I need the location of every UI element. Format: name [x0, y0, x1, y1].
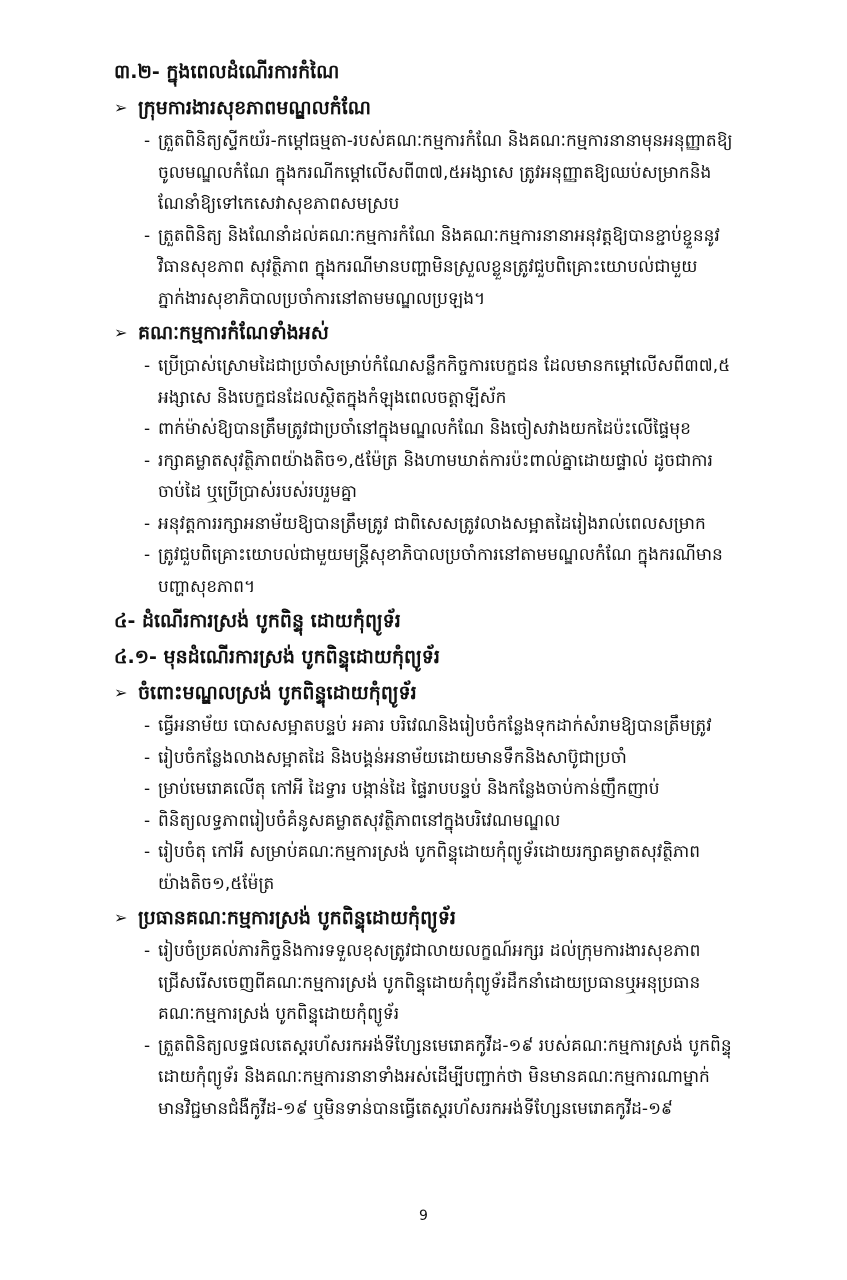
- list-item-line: អង្សាសេ និងបេក្ខជនដែលស្ថិតក្នុងកំឡុងពេលចត្តាឡីស័ក: [158, 387, 507, 408]
- list-item-line: ពាក់ម៉ាស់ឱ្យបានត្រឹមត្រូវជាប្រចាំនៅក្នុងមណ្ឌលកំណែ និងចៀសវាងយកដៃប៉ះលើផ្ទៃមុខ: [158, 419, 691, 439]
- dash-bullet-icon: -: [144, 356, 151, 376]
- list-item: [114, 221, 804, 316]
- subsection-heading: [114, 90, 804, 126]
- list-item-line: ត្រូវជួបពិគ្រោះយោបល់ជាមួយមន្ត្រីសុខាភិបាលប្រចាំការនៅតាមមណ្ឌលកំណែ ក្នុងករណីមាន: [158, 545, 723, 565]
- list-item: [114, 126, 804, 221]
- list-item: [114, 414, 804, 446]
- list-item-line: ភ្នាក់ងារសុខាភិបាលប្រចាំការនៅតាមមណ្ឌលប្រឡង។: [158, 288, 486, 309]
- dash-bullet-icon: -: [144, 225, 151, 246]
- dash-bullet-icon: -: [144, 419, 151, 439]
- list-item: [114, 540, 804, 603]
- list-item-line: ពិនិត្យលទ្ធភាពរៀបចំគំនូសគម្លាតសុវត្ថិភាពនៅក្នុងបរិវេណមណ្ឌល: [158, 810, 561, 831]
- list-item: [114, 837, 804, 900]
- list-item-line: អនុវត្តការរក្សាអនាម័យឱ្យបានត្រឹមត្រូវ ជាពិសេសត្រូវលាងសម្អាតដៃរៀងរាល់ពេលសម្រាក: [158, 513, 706, 534]
- list-item: [114, 806, 804, 838]
- list-item-line: ជ្រើសរើសចេញពីគណៈកម្មការស្រង់ បូកពិន្ទុដោយកុំព្យូទ័រដឹកនាំដោយប្រធានឬអនុប្រធាន: [158, 972, 701, 993]
- list-item-line: ដោយកុំព្យូទ័រ និងគណៈកម្មការនានាទាំងអស់ដើម្បីបញ្ជាក់ថា មិនមានគណៈកម្មការណាម្នាក់: [158, 1067, 710, 1087]
- list-item-line: ចាប់ដៃ ឬប្រើប្រាស់របស់របរួមគ្នា: [158, 482, 357, 502]
- arrow-bullet-icon: ➢: [114, 683, 128, 702]
- page-number: 9: [419, 1208, 428, 1224]
- subsection-heading: [114, 315, 804, 351]
- dash-bullet-icon: -: [144, 810, 151, 831]
- list-item-line: ម្រាប់មេរោគលើតុ កៅអី ដៃទ្វារ បង្កាន់ដៃ ផ្ទៃរាបបន្ទប់ និងកន្លែងចាប់កាន់ញឹកញាប់: [158, 779, 660, 799]
- dash-bullet-icon: -: [144, 513, 151, 534]
- dash-bullet-icon: -: [144, 131, 151, 151]
- dash-bullet-icon: -: [144, 941, 151, 961]
- dash-bullet-icon: -: [144, 450, 151, 471]
- list-item-line: រៀបចំប្រគល់ភារកិច្ចនិងការទទួលខុសត្រូវជាលាយលក្ខណ៍អក្សរ ដល់ក្រុមការងារសុខភាព: [158, 941, 701, 961]
- list-item: [114, 711, 804, 743]
- list-item-line: ណែនាំឱ្យទៅកេសេវាសុខភាពសមស្រប: [158, 194, 400, 214]
- dash-bullet-icon: -: [144, 842, 151, 862]
- list-item: [114, 774, 804, 806]
- list-item-line: ត្រួតពិនិត្យស្ទីកយ័រ-កម្ដៅធម្មតា-របស់គណៈកម្មការកំណែ និងគណៈកម្មការនានាមុនអនុញ្ញាតឱ្យ: [158, 131, 733, 151]
- dash-bullet-icon: -: [144, 1035, 151, 1056]
- subsection-heading-text: ចំពោះមណ្ឌលស្រង់ បូកពិន្ទុដោយកុំព្យូទ័រ: [138, 682, 417, 704]
- list-item-line: មានវិជ្ជមានជំងឺកូវីដ-១៩ ឬមិនទាន់បានធ្វើតេស្តរហ័សរកអង់ទីហ្សែនមេរោគកូវីដ-១៩: [158, 1098, 673, 1119]
- arrow-bullet-icon: ➢: [114, 98, 128, 117]
- list-item-line: រៀបចំតុ កៅអី សម្រាប់គណៈកម្មការស្រង់ បូកពិន្ទុដោយកុំព្យូទ័រដោយរក្សាគម្លាតសុវត្ថិភាព: [158, 842, 701, 862]
- subsection-heading: [114, 675, 804, 711]
- list-item-line: រៀបចំកន្លែងលាងសម្អាតដៃ និងបង្គន់អនាម័យដោយមានទឹកនិងសាប៊ូជាប្រចាំ: [158, 747, 627, 768]
- list-item: [114, 509, 804, 541]
- arrow-bullet-icon: ➢: [114, 908, 128, 927]
- subsection-heading: [114, 900, 804, 936]
- list-item: [114, 446, 804, 509]
- subsection-heading-text: ក្រុមការងារសុខភាពមណ្ឌលកំណែ: [138, 97, 371, 119]
- page-content: [114, 52, 804, 1125]
- list-item-line: ធ្វើអនាម័យ បោសសម្អាតបន្ទប់ អគារ បរិវេណនិងរៀបចំកន្លែងទុកដាក់សំរាមឱ្យបានត្រឹមត្រូវ: [158, 716, 712, 736]
- list-item-line: ប្រើប្រាស់ស្រោមដៃជាប្រចាំសម្រាប់កំណែសន្លឹកកិច្ចការបេក្ខជន ដែលមានកម្ដៅលើសពី៣៧,៥: [158, 356, 731, 376]
- dash-bullet-icon: -: [144, 716, 151, 736]
- list-item-line: ចូលមណ្ឌលកំណែ ក្នុងករណីកម្ដៅលើសពី៣៧,៥អង្សាសេ ត្រូវអនុញ្ញាតឱ្យឈប់សម្រាកនិង: [158, 162, 712, 183]
- subsection-heading-text: គណៈកម្មការកំណែទាំងអស់: [138, 322, 329, 344]
- list-item-line: រក្សាគម្លាតសុវត្ថិភាពយ៉ាងតិច១,៥ម៉ែត្រ និងហាមឃាត់ការប៉ះពាល់គ្នាដោយផ្ទាល់ ដូចជាការ: [158, 450, 713, 471]
- dash-bullet-icon: -: [144, 747, 151, 768]
- list-item-line: គណៈកម្មការស្រង់ បូកពិន្ទុដោយកុំព្យូទ័រ: [158, 1004, 400, 1024]
- dash-bullet-icon: -: [144, 545, 151, 565]
- dash-bullet-icon: -: [144, 779, 151, 799]
- list-item-line: វិធានសុខភាព សុវត្ថិភាព ក្នុងករណីមានបញ្ហាមិនស្រួលខ្លួនត្រូវជួបពិគ្រោះយោបល់ជាមួយ: [158, 257, 698, 277]
- list-item-line: បញ្ហាសុខភាព។: [158, 576, 256, 597]
- subsection-heading-text: ប្រធានគណៈកម្មការស្រង់ បូកពិន្ទុដោយកុំព្យូទ័រ: [138, 907, 456, 929]
- section-heading: ៤.១- មុនដំណើរការស្រង់ បូកពិន្ទុដោយកុំព្យូទ័រ: [114, 646, 440, 668]
- list-item: [114, 743, 804, 775]
- section-heading: ៤- ដំណើរការស្រង់ បូកពិន្ទុ ដោយកុំព្យូទ័រ: [114, 610, 401, 632]
- list-item-line: ត្រួតពិនិត្យលទ្ធផលតេស្តរហ័សរកអង់ទីហ្សែនមេរោគកូវីដ-១៩ របស់គណៈកម្មការស្រង់ បូកពិន្ទុ: [158, 1035, 732, 1056]
- arrow-bullet-icon: ➢: [114, 323, 128, 342]
- list-item: [114, 936, 804, 1031]
- list-item-line: ត្រួតពិនិត្យ និងណែនាំដល់គណៈកម្មការកំណែ និងគណៈកម្មការនានាអនុវត្តឱ្យបានខ្ជាប់ខ្ជួននូវ: [158, 225, 720, 246]
- section-heading: ៣.២- ក្នុងពេលដំណើរការកំណៃ: [114, 61, 340, 83]
- list-item: [114, 351, 804, 414]
- list-item: [114, 1031, 804, 1126]
- list-item-line: យ៉ាងតិច១,៥ម៉ែត្រ: [158, 873, 275, 894]
